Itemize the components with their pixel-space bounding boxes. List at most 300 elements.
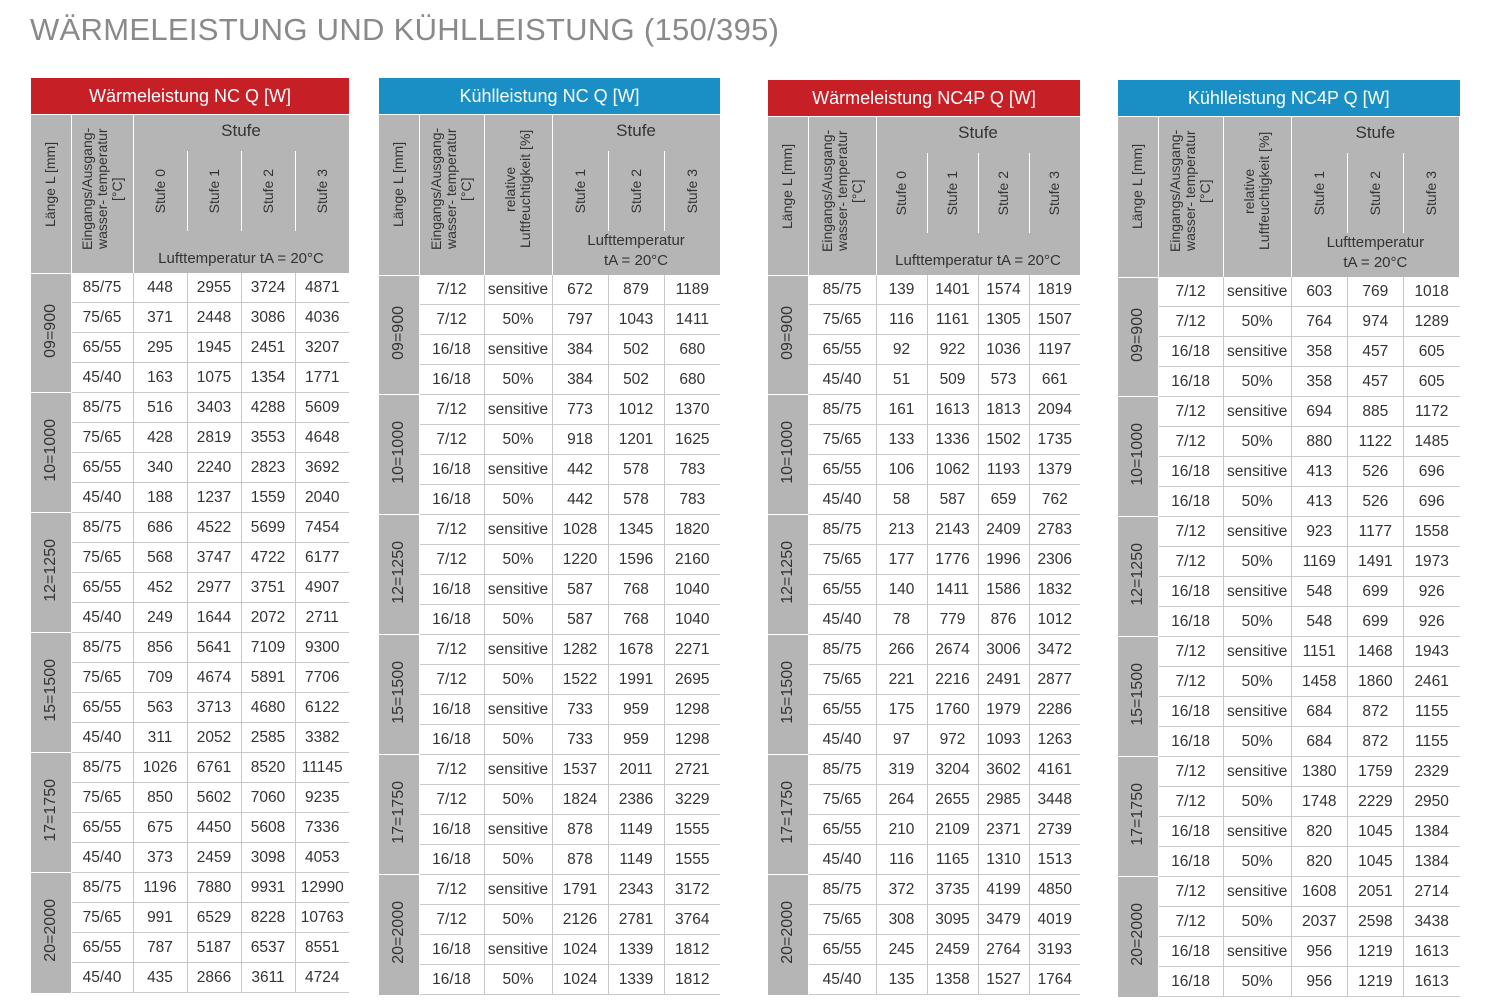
table-cell: 65/55 xyxy=(71,693,133,723)
table-cell: 65/55 xyxy=(808,815,876,845)
level-header xyxy=(187,151,241,231)
table-cell: 1812 xyxy=(664,965,720,995)
table-row xyxy=(1118,817,1460,847)
table-cell: 16/18 xyxy=(419,365,484,395)
table-cell: 50% xyxy=(1223,367,1291,397)
table-row xyxy=(31,963,349,993)
table-cell: 3724 xyxy=(241,273,295,303)
table-cell: 1507 xyxy=(1029,305,1080,335)
table-cell: 1040 xyxy=(664,605,720,635)
table-cell: 442 xyxy=(552,485,608,515)
table-cell: 797 xyxy=(552,305,608,335)
table-cell: 684 xyxy=(1291,697,1347,727)
level-header xyxy=(1403,153,1459,233)
table-row xyxy=(768,635,1080,665)
table-cell: 65/55 xyxy=(808,455,876,485)
table-row xyxy=(31,843,349,873)
table-cell: 516 xyxy=(133,393,187,423)
table-cell: 16/18 xyxy=(419,485,484,515)
table-row xyxy=(31,813,349,843)
table-cell: 85/75 xyxy=(71,873,133,903)
table-cell: 4161 xyxy=(1029,755,1080,785)
level-header-label: Stufe 0 xyxy=(893,170,909,216)
table-cell: 6761 xyxy=(187,753,241,783)
table-cell: 1458 xyxy=(1291,667,1347,697)
length-group-label xyxy=(31,873,71,993)
table-cell: 358 xyxy=(1291,337,1347,367)
length-header xyxy=(768,117,808,276)
table-cell: 4648 xyxy=(295,423,349,453)
table-cell: 2343 xyxy=(608,875,664,905)
table-cell: 16/18 xyxy=(1158,487,1223,517)
table-cell: 922 xyxy=(927,335,978,365)
length-group-label xyxy=(379,755,419,875)
table-row xyxy=(1118,847,1460,877)
temperature-header xyxy=(71,115,133,274)
table-cell: 1237 xyxy=(187,483,241,513)
table-cell: 1574 xyxy=(978,275,1029,305)
table-cell: 1155 xyxy=(1403,697,1459,727)
table-cell: 16/18 xyxy=(1158,607,1223,637)
table-cell: 2866 xyxy=(187,963,241,993)
table-cell: sensitive xyxy=(484,755,552,785)
table-cell: 3472 xyxy=(1029,635,1080,665)
table-cell: 116 xyxy=(876,305,927,335)
table-cell: 16/18 xyxy=(419,575,484,605)
length-value: 09=900 xyxy=(389,305,407,360)
table-row xyxy=(379,425,720,455)
table-row xyxy=(1118,397,1460,427)
table-cell: 5602 xyxy=(187,783,241,813)
air-temperature-value: tA = 20°C xyxy=(1343,254,1408,271)
table-cell: 7/12 xyxy=(1158,307,1223,337)
table-cell: 85/75 xyxy=(808,755,876,785)
table-row xyxy=(1118,367,1460,397)
table-row xyxy=(768,365,1080,395)
heating-nc4p-table xyxy=(768,80,1081,995)
length-value: 12=1250 xyxy=(778,541,796,604)
table-cell: 1075 xyxy=(187,363,241,393)
table-cell: 820 xyxy=(1291,817,1347,847)
table-cell: 768 xyxy=(608,605,664,635)
table-cell: 1339 xyxy=(608,965,664,995)
table-row xyxy=(379,815,720,845)
length-header-label: Länge L [mm] xyxy=(42,141,59,227)
humidity-header xyxy=(1223,117,1291,278)
table-row xyxy=(379,725,720,755)
table-cell: 7/12 xyxy=(419,875,484,905)
table-cell: 779 xyxy=(927,605,978,635)
table-cell: sensitive xyxy=(484,275,552,305)
table-cell: 75/65 xyxy=(71,423,133,453)
length-group-label xyxy=(768,875,808,995)
table-cell: 16/18 xyxy=(1158,337,1223,367)
table-cell: 221 xyxy=(876,665,927,695)
table-cell: 1282 xyxy=(552,635,608,665)
table-cell: 4850 xyxy=(1029,875,1080,905)
table-cell: 75/65 xyxy=(71,303,133,333)
table-row xyxy=(31,603,349,633)
table-cell: 16/18 xyxy=(419,605,484,635)
table-cell: 1062 xyxy=(927,455,978,485)
length-value: 17=1750 xyxy=(778,781,796,844)
table-cell: 1310 xyxy=(978,845,1029,875)
table-cell: 3751 xyxy=(241,573,295,603)
length-group-label xyxy=(31,513,71,633)
table-cell: 680 xyxy=(664,335,720,365)
table-cell: 2491 xyxy=(978,665,1029,695)
table-cell: 2051 xyxy=(1347,877,1403,907)
table-row xyxy=(768,785,1080,815)
table-cell: 1513 xyxy=(1029,845,1080,875)
table-cell: 2306 xyxy=(1029,545,1080,575)
air-temperature-header: Lufttemperatur tA = 20°C xyxy=(133,231,349,273)
table-row xyxy=(31,513,349,543)
level-header xyxy=(552,151,608,231)
table-cell: 699 xyxy=(1347,577,1403,607)
table-row xyxy=(768,275,1080,305)
length-group-label xyxy=(768,635,808,755)
table-cell: 65/55 xyxy=(808,575,876,605)
table-row xyxy=(31,483,349,513)
table-cell: 372 xyxy=(876,875,927,905)
table-row xyxy=(379,785,720,815)
table-cell: 2764 xyxy=(978,935,1029,965)
table-cell: 45/40 xyxy=(808,845,876,875)
table-cell: 16/18 xyxy=(1158,727,1223,757)
table-cell: 1791 xyxy=(552,875,608,905)
table-cell: 1196 xyxy=(133,873,187,903)
table-cell: 1759 xyxy=(1347,757,1403,787)
table-cell: 1860 xyxy=(1347,667,1403,697)
table-cell: 50% xyxy=(484,665,552,695)
length-value: 15=1500 xyxy=(1128,663,1146,726)
table-cell: 699 xyxy=(1347,607,1403,637)
length-value: 12=1250 xyxy=(41,539,59,602)
table-cell: 16/18 xyxy=(1158,847,1223,877)
table-cell: sensitive xyxy=(1223,937,1291,967)
table-cell: 1149 xyxy=(608,815,664,845)
table-cell: 1045 xyxy=(1347,817,1403,847)
stufe-header: Stufe xyxy=(552,115,720,152)
table-cell: 7336 xyxy=(295,813,349,843)
table-cell: 16/18 xyxy=(1158,817,1223,847)
table-cell: 3438 xyxy=(1403,907,1459,937)
table-cell: 75/65 xyxy=(71,783,133,813)
table-cell: 50% xyxy=(484,845,552,875)
table-cell: 578 xyxy=(608,485,664,515)
table-cell: 65/55 xyxy=(71,813,133,843)
table-cell: 9931 xyxy=(241,873,295,903)
table-cell: 2329 xyxy=(1403,757,1459,787)
table-cell: 2877 xyxy=(1029,665,1080,695)
table-row xyxy=(768,695,1080,725)
table-cell: sensitive xyxy=(1223,517,1291,547)
table-cell: 457 xyxy=(1347,367,1403,397)
table-cell: 65/55 xyxy=(71,333,133,363)
table-cell: 384 xyxy=(552,335,608,365)
table-cell: 2386 xyxy=(608,785,664,815)
table-row xyxy=(31,663,349,693)
table-row xyxy=(379,695,720,725)
table-cell: 373 xyxy=(133,843,187,873)
table-cell: 16/18 xyxy=(1158,577,1223,607)
table-cell: 918 xyxy=(552,425,608,455)
table-row xyxy=(379,845,720,875)
table-cell: 926 xyxy=(1403,577,1459,607)
table-cell: 850 xyxy=(133,783,187,813)
air-temperature-label: Lufttemperatur xyxy=(587,232,685,249)
table-cell: 1201 xyxy=(608,425,664,455)
table-cell: 3006 xyxy=(978,635,1029,665)
temperature-header xyxy=(419,115,484,276)
table-cell: 3602 xyxy=(978,755,1029,785)
level-header xyxy=(241,151,295,231)
table-row xyxy=(31,723,349,753)
table-cell: 9300 xyxy=(295,633,349,663)
length-group-label xyxy=(1118,277,1158,397)
table-cell: sensitive xyxy=(484,935,552,965)
table-cell: 4722 xyxy=(241,543,295,573)
table-cell: 85/75 xyxy=(808,515,876,545)
table-row xyxy=(379,545,720,575)
level-header xyxy=(295,151,349,231)
length-header-label: Länge L [mm] xyxy=(1129,143,1146,229)
table-row xyxy=(1118,307,1460,337)
table-cell: 1613 xyxy=(1403,967,1459,997)
table-row xyxy=(379,665,720,695)
table-cell: 452 xyxy=(133,573,187,603)
table-cell: 2451 xyxy=(241,333,295,363)
table-cell: 8228 xyxy=(241,903,295,933)
table-cell: 7/12 xyxy=(1158,427,1223,457)
length-group-label xyxy=(768,395,808,515)
table-cell: 45/40 xyxy=(808,485,876,515)
table-cell: 563 xyxy=(133,693,187,723)
table-cell: 2037 xyxy=(1291,907,1347,937)
table-cell: 7880 xyxy=(187,873,241,903)
table-cell: 97 xyxy=(876,725,927,755)
table-cell: 2040 xyxy=(295,483,349,513)
table-cell: 605 xyxy=(1403,337,1459,367)
length-group-label xyxy=(768,275,808,395)
table-cell: 16/18 xyxy=(419,845,484,875)
table-row xyxy=(379,935,720,965)
table-cell: 16/18 xyxy=(1158,937,1223,967)
humidity-header-label: relative Luftfeuchtigkeit [%] xyxy=(1241,131,1273,251)
table-row xyxy=(1118,277,1460,307)
table-cell: 959 xyxy=(608,725,664,755)
table-cell: 7/12 xyxy=(419,905,484,935)
table-cell: 694 xyxy=(1291,397,1347,427)
table-cell: 45/40 xyxy=(71,603,133,633)
table-cell: 1832 xyxy=(1029,575,1080,605)
table-cell: 45/40 xyxy=(71,963,133,993)
table-cell: 75/65 xyxy=(71,663,133,693)
table-cell: 2721 xyxy=(664,755,720,785)
level-header-label: Stufe 2 xyxy=(1366,170,1383,216)
table-cell: 16/18 xyxy=(1158,967,1223,997)
table-cell: 75/65 xyxy=(808,665,876,695)
table-cell: 3553 xyxy=(241,423,295,453)
table-cell: 50% xyxy=(1223,967,1291,997)
length-value: 15=1500 xyxy=(41,659,59,722)
table-cell: 7/12 xyxy=(1158,277,1223,307)
length-group-label xyxy=(1118,637,1158,757)
level-header xyxy=(133,151,187,231)
table-cell: 1537 xyxy=(552,755,608,785)
level-header-label: Stufe 1 xyxy=(944,170,960,216)
table-cell: 783 xyxy=(664,455,720,485)
table-row xyxy=(1118,547,1460,577)
table-row xyxy=(1118,517,1460,547)
table-cell: sensitive xyxy=(484,635,552,665)
table-cell: 7706 xyxy=(295,663,349,693)
table-cell: 876 xyxy=(978,605,1029,635)
table-cell: 1558 xyxy=(1403,517,1459,547)
table-cell: 2823 xyxy=(241,453,295,483)
table-cell: 1945 xyxy=(187,333,241,363)
table-cell: 509 xyxy=(927,365,978,395)
table-cell: 1613 xyxy=(1403,937,1459,967)
air-temperature-header: Lufttemperatur tA = 20°C xyxy=(876,233,1080,275)
table-cell: 2271 xyxy=(664,635,720,665)
table-cell: 2977 xyxy=(187,573,241,603)
table-cell: 85/75 xyxy=(71,753,133,783)
length-group-label xyxy=(1118,757,1158,877)
table-row xyxy=(31,423,349,453)
table-cell: 16/18 xyxy=(419,935,484,965)
table-cell: 7/12 xyxy=(419,395,484,425)
table-cell: 2461 xyxy=(1403,667,1459,697)
table-cell: 548 xyxy=(1291,607,1347,637)
table-cell: 340 xyxy=(133,453,187,483)
table-cell: 16/18 xyxy=(1158,457,1223,487)
table-cell: 923 xyxy=(1291,517,1347,547)
table-cell: 50% xyxy=(1223,847,1291,877)
table-row xyxy=(31,873,349,903)
table-row xyxy=(31,273,349,303)
table-cell: 3764 xyxy=(664,905,720,935)
level-header-label: Stufe 2 xyxy=(627,168,644,214)
table-row xyxy=(768,725,1080,755)
table-cell: 548 xyxy=(1291,577,1347,607)
level-header-label: Stufe 1 xyxy=(1310,170,1327,216)
table-cell: 587 xyxy=(927,485,978,515)
table-cell: 75/65 xyxy=(808,785,876,815)
table-cell: 319 xyxy=(876,755,927,785)
table-cell: 116 xyxy=(876,845,927,875)
table-cell: 45/40 xyxy=(808,725,876,755)
table-cell: sensitive xyxy=(484,815,552,845)
length-value: 17=1750 xyxy=(389,781,407,844)
table-cell: 768 xyxy=(608,575,664,605)
table-cell: 50% xyxy=(1223,787,1291,817)
table-cell: 65/55 xyxy=(71,573,133,603)
table-row xyxy=(768,305,1080,335)
table-cell: 2819 xyxy=(187,423,241,453)
table-cell: 16/18 xyxy=(419,455,484,485)
table-row xyxy=(31,693,349,723)
table-cell: 4871 xyxy=(295,273,349,303)
table-cell: 733 xyxy=(552,725,608,755)
table-cell: 50% xyxy=(1223,907,1291,937)
table-cell: 264 xyxy=(876,785,927,815)
table-cell: 7/12 xyxy=(419,515,484,545)
table-cell: 7/12 xyxy=(1158,547,1223,577)
table-row xyxy=(768,515,1080,545)
table-cell: 50% xyxy=(484,965,552,995)
length-value: 17=1750 xyxy=(41,779,59,842)
table-cell: 661 xyxy=(1029,365,1080,395)
table-cell: 1345 xyxy=(608,515,664,545)
table-cell: 1380 xyxy=(1291,757,1347,787)
table-cell: 1298 xyxy=(664,695,720,725)
table-cell: 16/18 xyxy=(1158,697,1223,727)
level-header-label: Stufe 2 xyxy=(995,170,1011,216)
table-cell: 5699 xyxy=(241,513,295,543)
table-row xyxy=(31,453,349,483)
length-group-label xyxy=(1118,517,1158,637)
table-caption: Kühlleistung NC Q [W] xyxy=(379,78,720,115)
table-cell: 50% xyxy=(484,425,552,455)
table-row xyxy=(379,275,720,305)
table-cell: 2459 xyxy=(187,843,241,873)
level-header-label: Stufe 1 xyxy=(205,168,222,214)
table-cell: 1220 xyxy=(552,545,608,575)
table-cell: 50% xyxy=(484,785,552,815)
table-cell: 1169 xyxy=(1291,547,1347,577)
table-cell: 1760 xyxy=(927,695,978,725)
table-cell: 139 xyxy=(876,275,927,305)
table-cell: 311 xyxy=(133,723,187,753)
length-value: 15=1500 xyxy=(778,661,796,724)
table-cell: 2783 xyxy=(1029,515,1080,545)
table-cell: 1263 xyxy=(1029,725,1080,755)
table-caption: Kühlleistung NC4P Q [W] xyxy=(1118,80,1460,117)
table-cell: 8520 xyxy=(241,753,295,783)
length-value: 09=900 xyxy=(778,305,796,360)
table-cell: 1026 xyxy=(133,753,187,783)
table-cell: 16/18 xyxy=(419,335,484,365)
length-value: 15=1500 xyxy=(389,661,407,724)
table-row xyxy=(1118,337,1460,367)
table-cell: 457 xyxy=(1347,337,1403,367)
table-cell: 1996 xyxy=(978,545,1029,575)
table-cell: 2094 xyxy=(1029,395,1080,425)
level-header-label: Stufe 0 xyxy=(151,168,168,214)
table-row xyxy=(768,455,1080,485)
table-cell: 16/18 xyxy=(419,965,484,995)
table-row xyxy=(768,755,1080,785)
table-cell: 9235 xyxy=(295,783,349,813)
table-cell: 1161 xyxy=(927,305,978,335)
length-value: 10=1000 xyxy=(389,421,407,484)
table-cell: 1219 xyxy=(1347,967,1403,997)
table-cell: 266 xyxy=(876,635,927,665)
length-group-label xyxy=(379,275,419,395)
table-cell: 7/12 xyxy=(419,545,484,575)
table-cell: 1776 xyxy=(927,545,978,575)
table-cell: 1189 xyxy=(664,275,720,305)
table-cell: 7/12 xyxy=(1158,637,1223,667)
table-cell: 5609 xyxy=(295,393,349,423)
table-cell: 1943 xyxy=(1403,637,1459,667)
table-cell: 45/40 xyxy=(808,605,876,635)
table-cell: 1024 xyxy=(552,965,608,995)
table-cell: 1991 xyxy=(608,665,664,695)
table-cell: 1613 xyxy=(927,395,978,425)
